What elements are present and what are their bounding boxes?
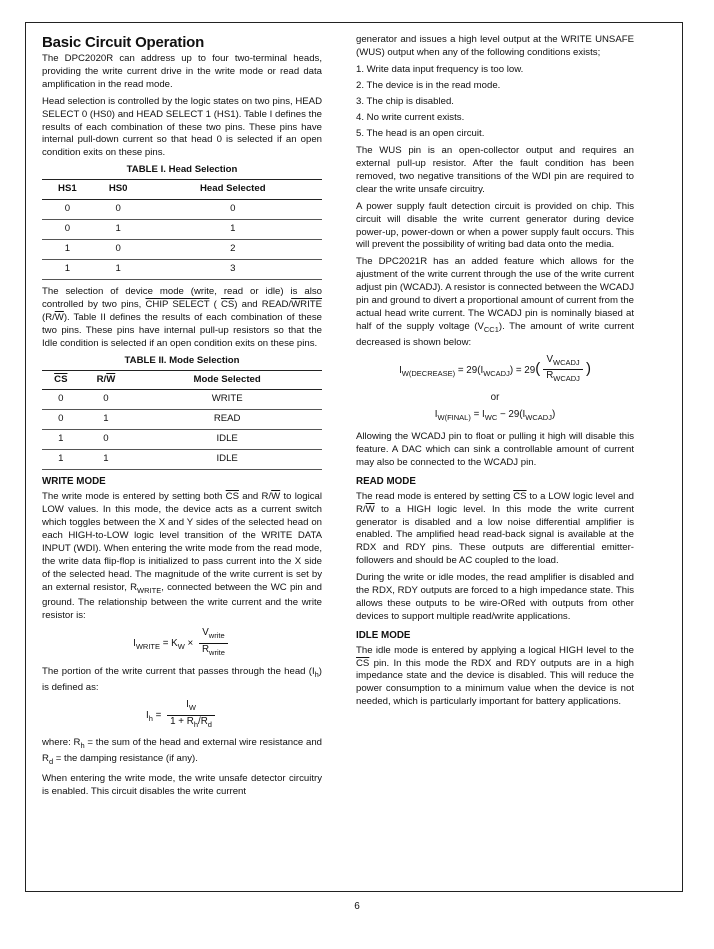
final-equation: $I_{W(FINAL)} = I_{WC} - 29(I_{WCADJ})$ xyxy=(434,409,556,423)
list-item: 2. The device is in the read mode. xyxy=(356,79,501,91)
table-cell: 0 xyxy=(80,390,133,410)
intro-paragraph: The DPC2020R can address up to four two-terminal heads, providing the write current drive in the write mode or read data amplification in the read mode. xyxy=(42,53,322,90)
table-row xyxy=(42,220,322,240)
table-cell: WRITE xyxy=(132,390,322,410)
table-cell: 1 xyxy=(42,450,80,470)
table1-header-hs0: HS0 xyxy=(93,180,144,200)
write-mode-paragraph: The write mode is entered by setting both $\overline{CS}$ and $R/\overline{W}$ to logical LOW values. In this mode, the device acts as a current switch which toggles between the X and Y sides of the selected head on each HIGH-to-LOW logic level transition of the WRITE DATA INPUT (WDI). When entering the write mode from the read mode, the write data flip-flop is initialized to pass current into the X side of the selected head. The magnitude of the write current is set by an external resistor, $R_{WRITE}$, connected between the WC pin and ground. The relationship between the write current and the write resistor is: xyxy=(42,491,322,622)
table1-caption: TABLE I. Head Selection xyxy=(126,164,238,176)
power-fault-paragraph: A power supply fault detection circuit is provided on chip. This circuit will disable the write current generator during device power-up, power-down or when a power supply fault occurs. This will prevent the possibility of writing bad data onto the media. xyxy=(356,200,634,251)
table-cell: 1 xyxy=(42,430,80,450)
table-cell: 0 xyxy=(144,200,322,220)
table2-header-rw: $R/\overline{W}$ xyxy=(80,370,133,390)
table-row xyxy=(42,410,322,430)
left-column xyxy=(42,34,322,803)
table-cell: 0 xyxy=(42,390,80,410)
table-cell: 1 xyxy=(80,450,133,470)
fault-conditions-list xyxy=(356,64,634,141)
read-mode-paragraph: The read mode is entered by setting $\overline{CS}$ to a LOW logic level and $R/\overline{W}$ to a HIGH logic level. In this mode the write current generator is disabled and a low noise differential amplifier is enabled. The amplified head read-back signal is available at the RDX and RDY pins. These outputs are differential emitter-followers and should be AC coupled to the load. xyxy=(356,490,634,567)
table-cell: 1 xyxy=(42,240,93,260)
table-row xyxy=(42,450,322,470)
read-mode-heading: READ MODE xyxy=(356,475,416,487)
table-cell: 1 xyxy=(144,220,322,240)
where-paragraph: where: $R_h$ = the sum of the head and external wire resistance and $R_d$ = the damping resistance (if any). xyxy=(42,737,322,767)
table-cell: 0 xyxy=(42,220,93,240)
mode-selection-paragraph: The selection of device mode (write, read or idle) is also controlled by two pins, CHIP SELECT ( $\overline{CS}$) and READ/WRITE $(R/\overline{W})$. Table II defines the results of each combination of these two pins. These pins have internal pull-up resistors so that the Idle condition is selected if an open condition exits on these pins. xyxy=(42,286,323,349)
head-selection-table xyxy=(42,179,322,280)
table-cell: 1 xyxy=(93,260,144,280)
decrease-equation: $I_{W(DECREASE)} = 29(I_{WCADJ}) = 29$( $\frac{V_{WCADJ}}{R_{WCADJ}}$ ) xyxy=(399,353,591,384)
page-title: Basic Circuit Operation xyxy=(42,34,205,51)
table2-caption: TABLE II. Mode Selection xyxy=(124,354,240,366)
table-cell: 2 xyxy=(144,240,322,260)
table-cell: 0 xyxy=(93,200,144,220)
list-item: 3. The chip is disabled. xyxy=(356,96,454,107)
write-unsafe-paragraph: When entering the write mode, the write unsafe detector circuitry is enabled. This circuit disables the write current xyxy=(42,773,322,797)
head-current-paragraph: The portion of the write current that passes through the head $(I_h)$ is defined as: xyxy=(42,666,322,693)
table-cell: 3 xyxy=(144,260,322,280)
wcadj-paragraph: The DPC2021R has an added feature which allows for the ajustment of the write current through the use of the write current adjust pin (WCADJ). A resistor is connected between the WCADJ pin and ground to divert a proportional amount of current from the actual head write current. The WCADJ pin is nominally biased at half of the supply voltage $(V_{CC1})$. The amount of write current decreased is shown below: xyxy=(356,256,634,348)
table-cell: IDLE xyxy=(132,450,322,470)
head-current-equation: $I_h$ = $\frac{I_W}{1 + R_h/R_d}$ xyxy=(42,699,322,732)
wus-paragraph: The WUS pin is an open-collector output and requires an external pull-up resistor. After the fault condition has been removed, two negative transitions of the WDI pin are required to clear the write unsafe circuitry. xyxy=(356,145,634,195)
list-item: 5. The head is an open circuit. xyxy=(356,128,485,140)
table-cell: 1 xyxy=(93,220,144,240)
table-row xyxy=(42,200,322,220)
table2-header-mode: Mode Selected xyxy=(132,370,322,390)
table-row xyxy=(42,260,322,280)
idle-mode-heading: IDLE MODE xyxy=(356,629,411,641)
table-cell: 1 xyxy=(80,410,133,430)
table2-header-cs: $\overline{CS}$ xyxy=(42,370,80,390)
table-row xyxy=(42,430,322,450)
or-label: or xyxy=(490,392,500,404)
table-cell: 0 xyxy=(42,410,80,430)
table-cell: READ xyxy=(132,410,322,430)
table-cell: 0 xyxy=(80,430,133,450)
table-cell: 0 xyxy=(42,200,93,220)
list-item: 1. Write data input frequency is too low. xyxy=(356,63,524,75)
list-item: 4. No write current exists. xyxy=(356,112,465,124)
table-row xyxy=(42,240,322,260)
write-mode-heading: WRITE MODE xyxy=(42,476,106,488)
head-selection-paragraph: Head selection is controlled by the logic states on two pins, HEAD SELECT 0 (HS0) and HEAD SELECT 1 (HS1). Table I defines the results of each combination of these two pins. These pins have internal pull-down current so that head 0 is selected if an open condition exits on these pins. xyxy=(42,95,322,159)
table-cell: IDLE xyxy=(132,430,322,450)
page-number: 6 xyxy=(354,901,360,912)
right-column xyxy=(356,34,634,713)
write-current-equation: $I_{WRITE} = K_W$ × $\frac{V_{write}}{R_{write}}$ xyxy=(42,627,322,660)
mode-selection-table xyxy=(42,370,322,471)
table1-header-head: Head Selected xyxy=(144,180,322,200)
table-cell: 0 xyxy=(93,240,144,260)
write-unsafe-continued: generator and issues a high level output at the WRITE UNSAFE (WUS) output when any of the following conditions exists; xyxy=(356,34,634,58)
table-row xyxy=(42,390,322,410)
idle-mode-paragraph: The idle mode is entered by applying a logical HIGH level to the $\overline{CS}$ pin. In this mode the RDX and RDY outputs are in a high impedance state and the device is disabled. This will reduce the power consumption to a minimum value when the device is not needed, which is particularly important for battery applications. xyxy=(356,644,634,708)
wcadj-disable-paragraph: Allowing the WCADJ pin to float or pulling it high will disable this feature. A DAC which can sink a controllable amount of current may also be connected to the WCADJ pin. xyxy=(356,431,634,468)
table-cell: 1 xyxy=(42,260,93,280)
table1-header-hs1: HS1 xyxy=(42,180,93,200)
read-amplifier-paragraph: During the write or idle modes, the read amplifier is disabled and the RDX, RDY outputs are forced to a high impedance state. This allows these outputs to be wire-ORed with outputs from other devices to support multiple read/write applications. xyxy=(356,572,634,622)
